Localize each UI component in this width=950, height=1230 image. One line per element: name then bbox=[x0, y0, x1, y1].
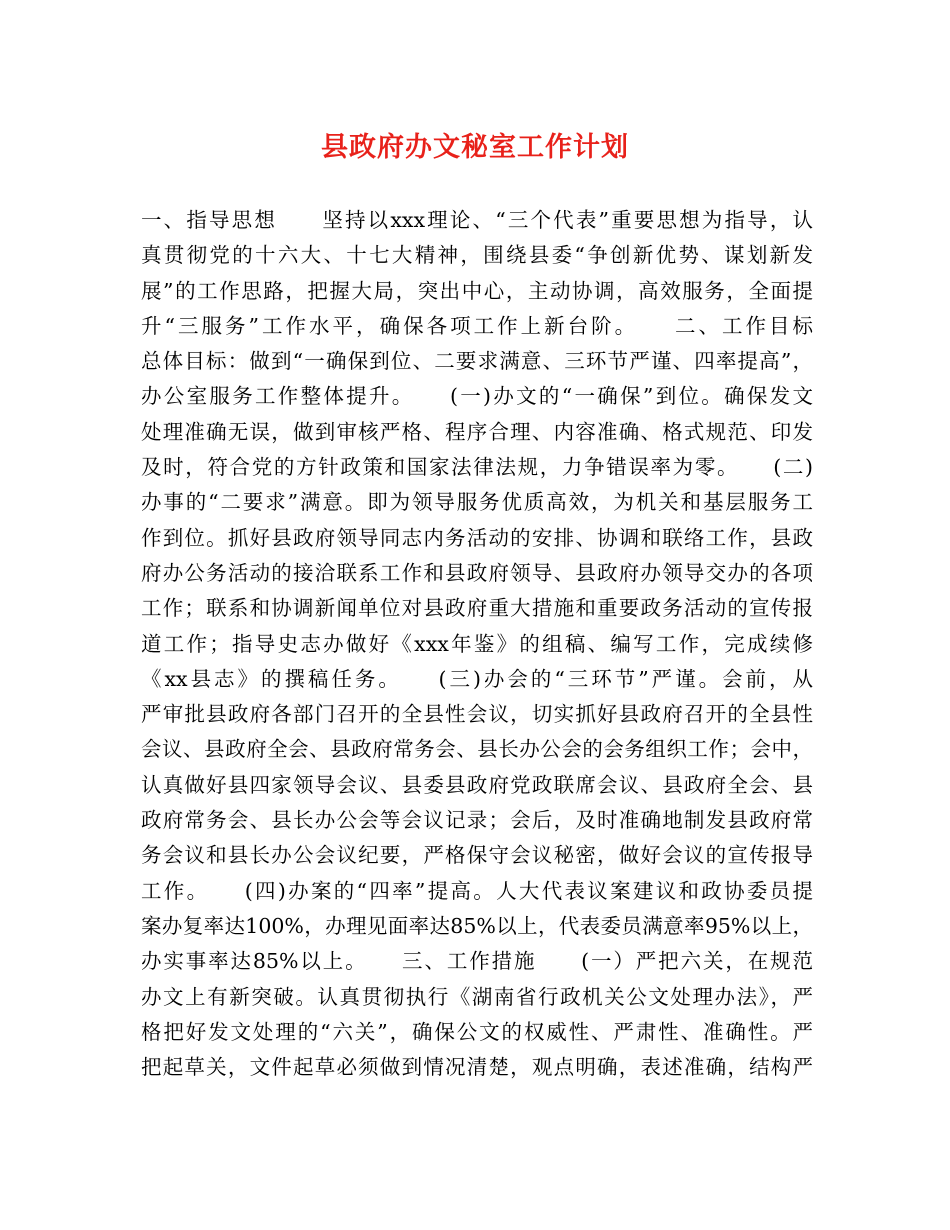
body-line: 格把好发文处理的“六关”，确保公文的权威性、严肃性、准确性。严 bbox=[141, 1019, 813, 1044]
body-line: 严审批县政府各部门召开的全县性会议，切实抓好县政府召开的全县性 bbox=[141, 702, 813, 727]
body-line: 一、指导思想 坚持以xxx理论、“三个代表”重要思想为指导，认 bbox=[141, 208, 813, 232]
body-line: 认真做好县四家领导会议、县委县政府党政联席会议、县政府全会、县 bbox=[141, 772, 813, 797]
body-line: 《xx县志》的撰稿任务。 (三)办会的“三环节”严谨。会前，从 bbox=[141, 666, 813, 691]
body-line: 及时，符合党的方针政策和国家法律法规，力争错误率为零。 (二) bbox=[141, 455, 813, 480]
body-line: 处理准确无误，做到审核严格、程序合理、内容准确、格式规范、印发 bbox=[141, 419, 813, 444]
body-line: 把起草关，文件起草必须做到情况清楚，观点明确，表述准确，结构严 bbox=[141, 1055, 813, 1080]
body-line: 案办复率达100%，办理见面率达85%以上，代表委员满意率95%以上， bbox=[141, 913, 813, 938]
body-line: 办公室服务工作整体提升。 (一)办文的“一确保”到位。确保发文 bbox=[141, 384, 813, 409]
body-line: 办事的“二要求”满意。即为领导服务优质高效，为机关和基层服务工 bbox=[141, 490, 813, 515]
body-line: 真贯彻党的十六大、十七大精神，围绕县委“争创新优势、谋划新发 bbox=[141, 243, 813, 268]
body-line: 工作；联系和协调新闻单位对县政府重大措施和重要政务活动的宣传报 bbox=[141, 596, 813, 621]
document-body bbox=[141, 203, 813, 1085]
body-line: 务会议和县长办公会议纪要，严格保守会议秘密，做好会议的宣传报导 bbox=[141, 843, 813, 868]
body-line: 办实事率达85%以上。 三、工作措施 (一）严把六关，在规范 bbox=[141, 949, 813, 974]
body-line: 政府常务会、县长办公会等会议记录；会后，及时准确地制发县政府常 bbox=[141, 808, 813, 833]
body-line: 道工作；指导史志办做好《xxx年鉴》的组稿、编写工作，完成续修 bbox=[141, 631, 813, 656]
body-line: 作到位。抓好县政府领导同志内务活动的安排、协调和联络工作，县政 bbox=[141, 525, 813, 550]
body-line: 办文上有新突破。认真贯彻执行《湖南省行政机关公文处理办法》，严 bbox=[141, 984, 813, 1009]
body-line: 升“三服务”工作水平，确保各项工作上新台阶。 二、工作目标 bbox=[141, 313, 813, 338]
document-title: 县政府办文秘室工作计划 bbox=[321, 132, 629, 163]
body-line: 总体目标：做到“一确保到位、二要求满意、三环节严谨、四率提高”， bbox=[141, 349, 813, 374]
body-line: 府办公务活动的接洽联系工作和县政府领导、县政府办领导交办的各项 bbox=[141, 560, 813, 585]
body-line: 展”的工作思路，把握大局，突出中心，主动协调，高效服务，全面提 bbox=[141, 278, 813, 303]
body-line: 会议、县政府全会、县政府常务会、县长办公会的会务组织工作；会中， bbox=[141, 737, 813, 762]
body-line: 工作。 (四)办案的“四率”提高。人大代表议案建议和政协委员提 bbox=[141, 878, 813, 903]
